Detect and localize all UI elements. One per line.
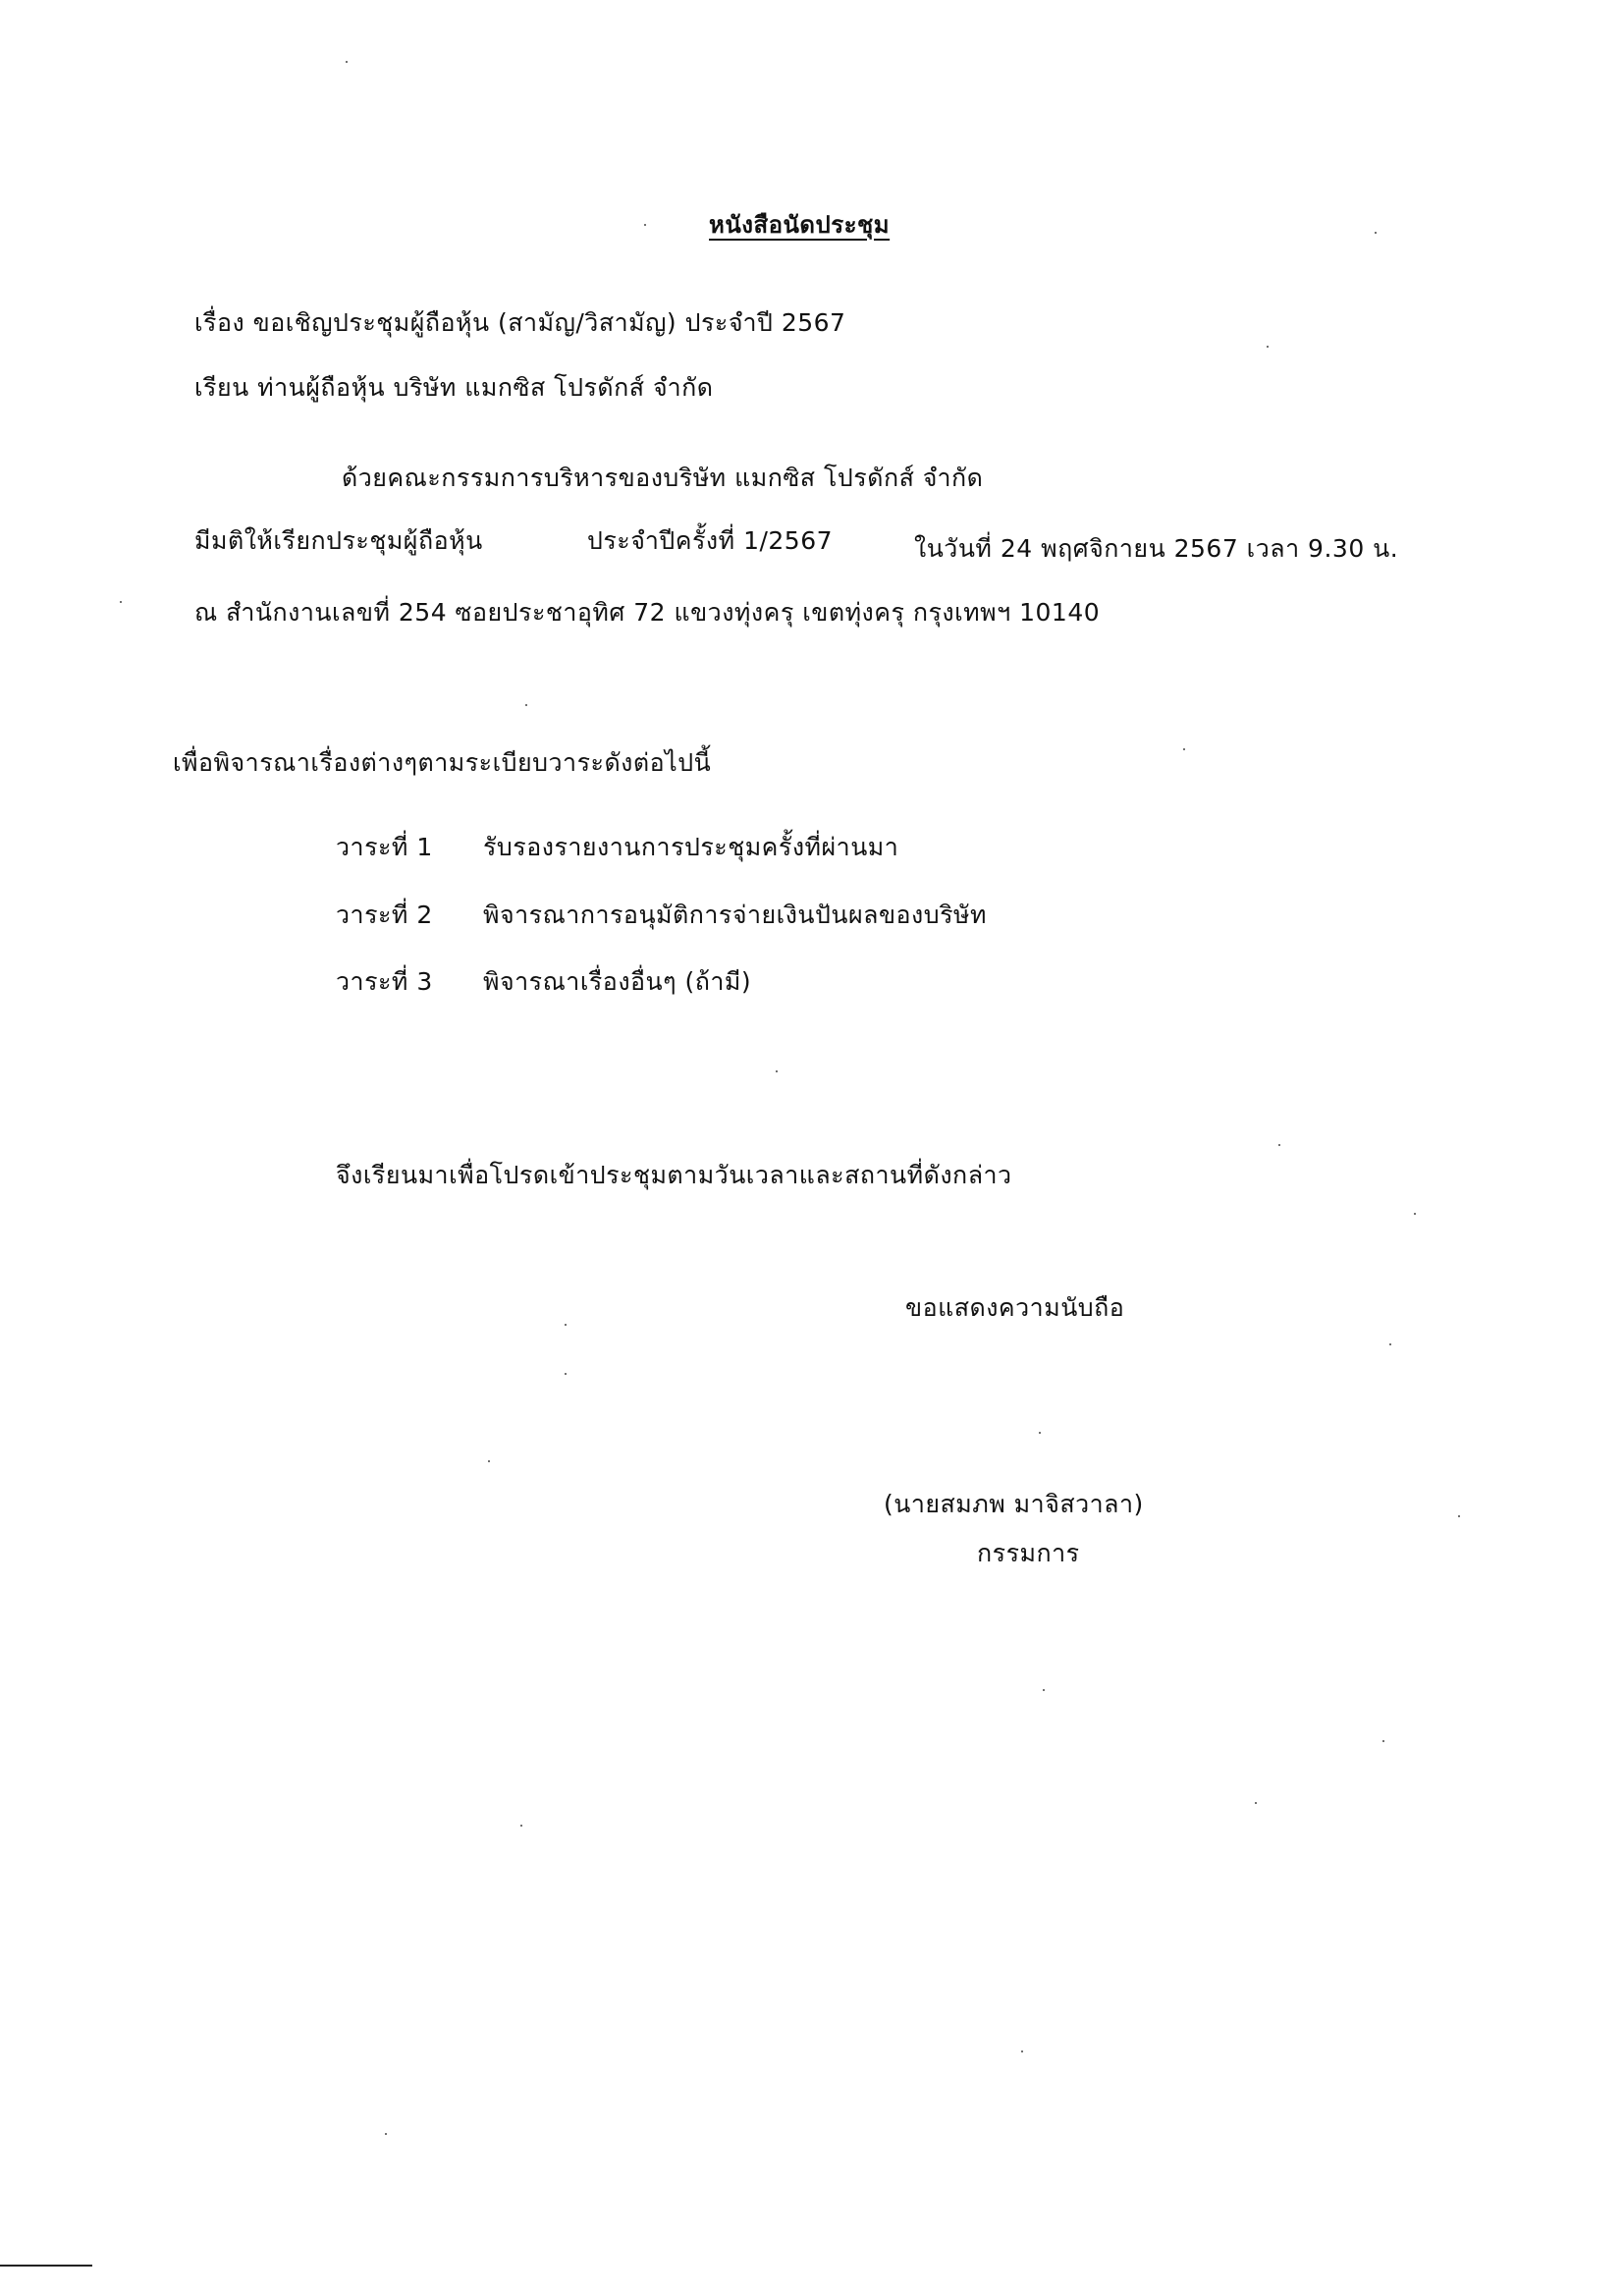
body-line-2 xyxy=(194,524,1500,563)
scan-speck xyxy=(565,1324,567,1326)
closing-line: จึงเรียนมาเพื่อโปรดเข้าประชุมตามวันเวลาและสถานที่ดังกล่าว xyxy=(336,1161,1012,1189)
scan-speck xyxy=(520,1825,522,1827)
scan-speck xyxy=(1382,1740,1384,1742)
scan-speck xyxy=(346,61,348,63)
margin-rule xyxy=(0,2265,92,2267)
scan-speck xyxy=(1414,1213,1416,1215)
agenda-item-label: วาระที่ 1 xyxy=(336,833,433,861)
agenda-item-label: วาระที่ 3 xyxy=(336,967,433,996)
scan-speck xyxy=(1039,1432,1041,1434)
recipient-line: เรียน ท่านผู้ถือหุ้น บริษัท แมกซิส โปรดักส์ จำกัด xyxy=(194,373,714,402)
agenda-item-text: รับรองรายงานการประชุมครั้งที่ผ่านมา xyxy=(483,833,899,861)
scan-speck xyxy=(1183,748,1185,750)
scan-speck xyxy=(1278,1144,1280,1146)
subject-line: เรื่อง ขอเชิญประชุมผู้ถือหุ้น (สามัญ/วิสามัญ) ประจำปี 2567 xyxy=(194,308,846,337)
agenda-intro: เพื่อพิจารณาเรื่องต่างๆตามระเบียบวาระดังต่อไปนี้ xyxy=(173,748,712,777)
scan-speck xyxy=(1375,232,1377,234)
body-line-3: ณ สำนักงานเลขที่ 254 ซอยประชาอุทิศ 72 แขวงทุ่งครุ เขตทุ่งครุ กรุงเทพฯ 10140 xyxy=(194,598,1101,627)
scan-speck xyxy=(1458,1515,1460,1517)
agenda-item-text: พิจารณาการอนุมัติการจ่ายเงินปันผลของบริษัท xyxy=(483,901,988,929)
body-line-1: ด้วยคณะกรรมการบริหารของบริษัท แมกซิส โปรดักส์ จำกัด xyxy=(342,464,984,492)
document-title: หนังสือนัดประชุม xyxy=(709,211,891,239)
body-line-2-resolution: มีมติให้เรียกประชุมผู้ถือหุ้น xyxy=(194,526,483,555)
scan-speck xyxy=(385,2133,387,2135)
scan-speck xyxy=(1255,1802,1257,1804)
body-line-2-datetime: ในวันที่ 24 พฤศจิกายน 2567 เวลา 9.30 น. xyxy=(914,534,1399,563)
signatory-name: (นายสมภพ มาจิสวาลา) xyxy=(884,1490,1144,1518)
signatory-title: กรรมการ xyxy=(977,1539,1080,1567)
scan-speck xyxy=(1267,346,1269,348)
body-line-2-meeting-no: ประจำปีครั้งที่ 1/2567 xyxy=(587,526,834,555)
scan-speck xyxy=(776,1070,778,1072)
scan-speck xyxy=(1043,1689,1045,1691)
scan-speck xyxy=(565,1373,567,1375)
scan-speck xyxy=(1389,1343,1391,1345)
regards-line: ขอแสดงความนับถือ xyxy=(905,1293,1125,1322)
scan-speck xyxy=(488,1460,490,1462)
scan-speck xyxy=(525,704,527,706)
agenda-item-text: พิจารณาเรื่องอื่นๆ (ถ้ามี) xyxy=(483,967,752,996)
scan-speck xyxy=(644,224,646,226)
scan-speck xyxy=(120,601,122,603)
agenda-item-label: วาระที่ 2 xyxy=(336,901,433,929)
scan-speck xyxy=(1021,2050,1023,2052)
